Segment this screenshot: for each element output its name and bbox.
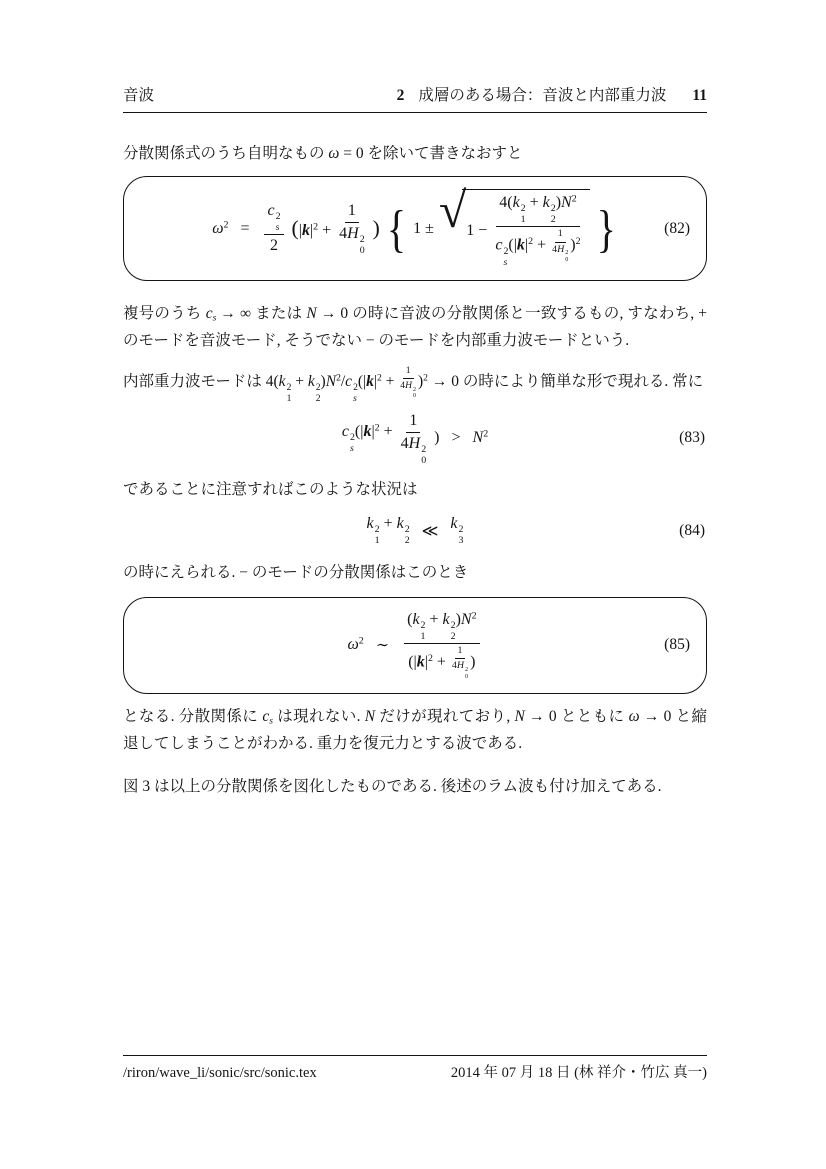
eq82-one-plus-minus: 1 ± — [413, 219, 434, 237]
eq82-factor-open: ($|k|^2$ + — [291, 216, 332, 241]
much-less-than-sign: ≪ — [421, 522, 439, 540]
radicand — [462, 189, 589, 268]
greater-than-sign: > — [451, 429, 461, 447]
equation-number-84: (84) — [679, 521, 705, 539]
fraction-numerator: c 2 s — [264, 201, 283, 235]
equation-84 — [123, 515, 707, 546]
radicand-lead: 1 − — [466, 221, 488, 239]
radical-sign: √ — [438, 182, 467, 238]
fraction-denominator: ($|k|^2$ + 1 4H 2 0 ) — [408, 644, 476, 680]
fraction-numerator: 4(k 2 1 + k 2 2 )$N^2$ — [496, 193, 579, 227]
radicand-fraction — [495, 193, 580, 268]
fraction-numerator: 1 — [406, 411, 420, 433]
page-header — [123, 86, 707, 106]
paragraph-note: であることに注意すればこのような状況は — [123, 481, 418, 499]
page-body — [123, 140, 707, 800]
equation-82 — [138, 182, 692, 269]
equation-number-85: (85) — [664, 636, 690, 654]
left-brace: { — [386, 198, 407, 258]
eq83-rhs: $N^2$ — [472, 429, 489, 447]
section-title: 成層のある場合：音波と内部重力波 — [418, 87, 667, 104]
footer-rule — [123, 1055, 707, 1056]
paragraph-modes: 複号のうち $c_s$ → ∞ または N → 0 の時に音波の分散関係と一致するもの, すなわち, + のモードを音波モード, そうでない − のモードを内部重力波モードという. — [123, 305, 707, 350]
paragraph-minus-mode: の時にえられる. − のモードの分散関係はこのとき — [123, 563, 469, 581]
eq82-lhs: $\omega^2$ — [212, 219, 229, 237]
section-number: 2 — [396, 87, 405, 104]
eq85-lhs: $\omega^2$ — [347, 635, 364, 654]
header-section — [397, 86, 707, 106]
eq84-rhs: k 2 3 — [450, 515, 464, 547]
scale-height-fraction — [401, 411, 427, 466]
dispersion-fraction — [404, 610, 479, 681]
fraction-denominator: 2 — [270, 237, 279, 255]
paragraph-figure-ref: 図 3 は以上の分散関係を図化したものである. 後述のラム波も付け加えてある. — [123, 777, 662, 795]
coefficient-fraction — [264, 201, 283, 256]
equation-number-83: (83) — [679, 429, 705, 447]
equation-83 — [123, 411, 707, 466]
right-brace: } — [596, 198, 616, 258]
fraction-numerator: 1 — [345, 201, 359, 223]
equation-85 — [138, 610, 692, 681]
paragraph-gravity-mode: 内部重力波モードは 4(k 2 1 + k 2 2 )$N^2/c$ 2 s ($|k|^2$ + 1 4H 2 0 )$^2$ → 0 の時により簡単な形で現れる. 常に — [123, 365, 704, 405]
square-root — [438, 182, 590, 269]
header-rule — [123, 112, 707, 113]
tilde-relation: ∼ — [375, 637, 390, 655]
scale-height-fraction — [339, 201, 365, 256]
boxed-equation-85 — [123, 597, 707, 694]
fraction-numerator: (k 2 1 + k 2 2 )$N^2$ — [404, 610, 479, 644]
fraction-denominator: c 2 s ($|k|^2$ + 1 4H 2 0 )$^2$ — [495, 228, 581, 269]
page-footer — [123, 1062, 707, 1084]
page-number: 11 — [692, 87, 707, 104]
boxed-equation-82 — [123, 176, 707, 281]
equals-sign: = — [240, 219, 250, 237]
eq82-factor-close: ) — [372, 216, 380, 241]
equation-number-82: (82) — [664, 219, 690, 237]
eq83-lhs-open: c 2 s ($|k|^2$ + — [341, 422, 393, 455]
date-and-authors: 2014 年 07 月 18 日 (林 祥介・竹広 真一) — [450, 1065, 707, 1081]
fraction-denominator: 4H 2 0 — [400, 434, 427, 467]
paragraph-intro: 分散関係式のうち自明なもの ω = 0 を除いて書きなおすと — [123, 145, 523, 162]
eq83-lhs-close: ) — [434, 429, 440, 447]
fraction-denominator: 4H 2 0 — [339, 224, 365, 257]
running-title: 音波 — [123, 87, 155, 104]
paragraph-result: となる. 分散関係に $c_s$ は現れない. N だけが現れており, N → 0 とともに ω → 0 と縮退してしまうことがわかる. 重力を復元力とする波である. — [123, 707, 707, 752]
eq84-lhs: k 2 1 + k 2 2 — [366, 515, 410, 547]
source-file-path: /riron/wave_li/sonic/src/sonic.tex — [123, 1065, 317, 1081]
